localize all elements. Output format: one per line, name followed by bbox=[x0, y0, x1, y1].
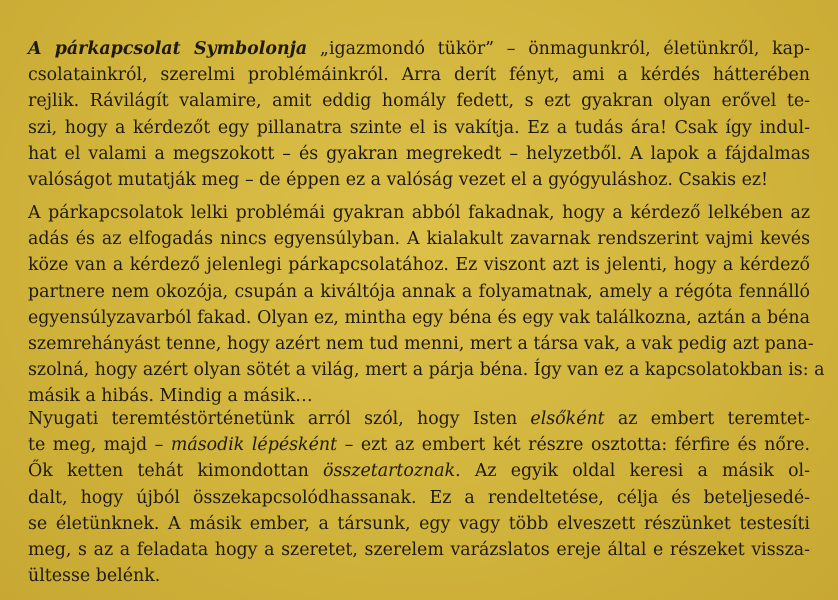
paragraph-line bbox=[28, 458, 810, 484]
paragraph-line: valóságot mutatják meg – de éppen ez a valóság vezet el a gyógyuláshoz. Csakis ez! bbox=[28, 170, 769, 191]
line-text: Ők ketten tehát kimondottan bbox=[28, 461, 323, 482]
paragraph-line: hat el valami a megszokott – és gyakran megrekedt – helyzetből. A lapok a fájdalmas bbox=[28, 143, 810, 164]
paragraph-line: adás és az elfogadás nincs egyensúlyban. A kialakult zavarnak rendszerint vajmi kevés bbox=[28, 229, 810, 250]
paragraph-line bbox=[28, 432, 810, 458]
line-text: az embert teremtet- bbox=[604, 409, 810, 429]
paragraph-line: szolná, hogy azért olyan sötét a világ, mert a párja béna. Így van ez a kapcsolatokban is: a bbox=[28, 360, 825, 381]
paragraph-line: A párkapcsolatok lelki problémái gyakran abból fakadnak, hogy a kérdező lelkében az bbox=[28, 203, 810, 223]
emphasis-text: elsőként bbox=[530, 409, 605, 429]
paragraph-line bbox=[28, 406, 810, 432]
line-text: . Az egyik oldal keresi a másik ol- bbox=[455, 461, 810, 482]
paragraph-1 bbox=[28, 36, 810, 193]
paragraph-line: ültesse belénk. bbox=[28, 566, 161, 587]
emphasis-text: összetartoznak bbox=[322, 461, 456, 482]
paragraph-line: szemrehányást tenne, hogy azért nem tud menni, mert a társa vak, a vak pedig azt pana- bbox=[28, 334, 814, 355]
paragraph-line: szi, hogy a kérdezőt egy pillanatra szinte el is vakítja. Ez a tudás ára! Csak így indul- bbox=[28, 117, 810, 138]
paragraph-line: meg, s az a feladata hogy a szeretet, szerelem varázslatos ereje által e részeket vissza- bbox=[28, 540, 810, 561]
line-text: Nyugati teremtéstörténetünk arról szól, hogy Isten bbox=[28, 409, 531, 429]
book-title: A párkapcsolat Symbolonja bbox=[28, 39, 308, 59]
paragraph-line: csolatainkról, szerelmi problémáinkról. Arra derít fényt, ami a kérdés hátterében bbox=[28, 65, 810, 86]
paragraph-line: dalt, hogy újból összekapcsolódhassanak. Ez a rendeltetése, célja és beteljesedé- bbox=[28, 487, 810, 508]
paragraph-line: egyensúlyzavarból fakad. Olyan ez, mintha egy béna és egy vak találkozna, aztán a béna bbox=[28, 307, 810, 328]
paragraph-line: másik a hibás. Mindig a másik… bbox=[28, 386, 313, 407]
paragraph-3 bbox=[28, 406, 810, 589]
paragraph-line: partnere nem okozója, csupán a kiváltója annak a folyamatnak, amely a régóta fennálló bbox=[28, 281, 810, 302]
paragraph-line bbox=[28, 36, 810, 62]
paragraph-2 bbox=[28, 200, 825, 410]
paragraph-line: köze van a kérdező jelenlegi párkapcsolatához. Ez viszont azt is jelenti, hogy a kérdező bbox=[28, 255, 810, 276]
line-text: te meg, majd – bbox=[28, 435, 171, 456]
line-text: – ezt az embert két részre osztotta: férfire és nőre. bbox=[337, 435, 810, 456]
emphasis-text: második lépésként bbox=[170, 435, 338, 456]
paragraph-line: rejlik. Rávilágít valamire, amit eddig homály fedett, s ezt gyakran olyan erővel te- bbox=[28, 91, 810, 112]
paragraph-line: se életünknek. A másik ember, a társunk, egy vagy több elveszett részünket testesíti bbox=[28, 513, 810, 534]
line-text: „igazmondó tükör” – önmagunkról, életünkről, kap- bbox=[307, 39, 810, 59]
